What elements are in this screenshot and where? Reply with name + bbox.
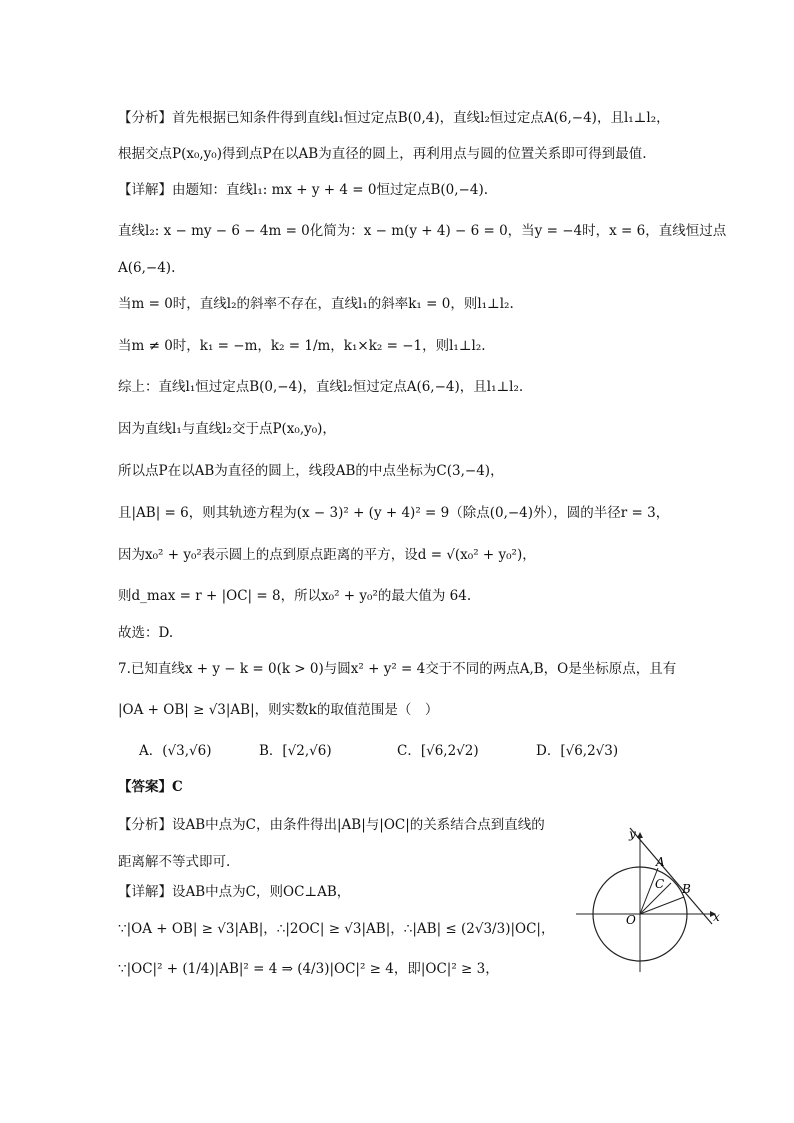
detail-2-line-3: ∵|OC|² + (1/4)|AB|² = 4 ⇒ (4/3)|OC|² ≥ 4，即|OC|² ≥ 3，	[118, 961, 499, 977]
line-4: 直线l₂: x − my − 6 − 4m = 0化简为：x − m(y + 4) − 6 = 0，当y = −4时，x = 6，直线恒过点	[118, 223, 727, 239]
circle-line-figure	[572, 826, 732, 976]
detail-2-line-1: 【详解】设AB中点为C，则OC⊥AB，	[118, 884, 351, 900]
line-10: 所以点P在以AB为直径的圆上，线段AB的中点坐标为C(3,−4)，	[118, 463, 504, 479]
line-2: 根据交点P(x₀,y₀)得到点P在以AB为直径的圆上，再利用点与圆的位置关系即可得到最值.	[118, 146, 647, 162]
segment-oa	[640, 868, 658, 914]
line-12: 因为x₀² + y₀²表示圆上的点到原点距离的平方，设d = √(x₀² + y₀²)，	[118, 547, 536, 563]
line-3: 【详解】由题知：直线l₁: mx + y + 4 = 0恒过定点B(0,−4).	[118, 182, 488, 198]
question-7-stem: 7.已知直线x + y − k = 0(k > 0)与圆x² + y² = 4交于不同的两点A,B，O是坐标原点，且有	[118, 661, 677, 677]
option-a: A．(√3,√6)	[139, 743, 212, 759]
label-y: y	[629, 827, 636, 841]
label-b: B	[682, 882, 691, 896]
line-9: 因为直线l₁与直线l₂交于点P(x₀,y₀)，	[118, 421, 336, 437]
line-14: 故选：D.	[118, 625, 174, 641]
label-o: O	[626, 913, 636, 927]
option-b: B．[√2,√6)	[259, 743, 332, 759]
question-7-condition: |OA + OB| ≥ √3|AB|，则实数k的取值范围是（ ）	[118, 702, 439, 718]
option-c: C．[√6,2√2)	[397, 743, 479, 759]
option-d: D．[√6,2√3)	[536, 743, 619, 759]
analysis-2-line-2: 距离解不等式即可.	[118, 854, 231, 870]
answer-line: 【答案】C	[118, 779, 183, 795]
line-5: A(6,−4).	[118, 260, 176, 276]
line-8: 综上：直线l₁恒过定点B(0,−4)，直线l₂恒过定点A(6,−4)，且l₁⊥l₂.	[118, 379, 524, 395]
detail-2-line-2: ∵|OA + OB| ≥ √3|AB|，∴|2OC| ≥ √3|AB|，∴|AB| ≤ (2√3/3)|OC|，	[118, 921, 555, 937]
line-11: 且|AB| = 6，则其轨迹方程为(x − 3)² + (y + 4)² = 9（除点(0,−4)外），圆的半径r = 3，	[118, 505, 670, 521]
line-1: 【分析】首先根据已知条件得到直线l₁恒过定点B(0,4)，直线l₂恒过定点A(6,−4)，且l₁⊥l₂，	[118, 110, 670, 126]
line-13: 则d_max = r + |OC| = 8，所以x₀² + y₀²的最大值为 64.	[118, 588, 472, 604]
label-a: A	[656, 855, 665, 869]
line-l	[630, 828, 712, 924]
label-c: C	[655, 877, 665, 891]
label-x: x	[713, 910, 720, 924]
analysis-2-line-1: 【分析】设AB中点为C，由条件得出|AB|与|OC|的关系结合点到直线的	[118, 817, 545, 833]
line-7: 当m ≠ 0时，k₁ = −m，k₂ = 1/m，k₁×k₂ = −1，则l₁⊥l₂.	[118, 338, 486, 354]
line-6: 当m = 0时，直线l₂的斜率不存在，直线l₁的斜率k₁ = 0，则l₁⊥l₂.	[118, 296, 514, 312]
segment-ob	[640, 897, 684, 914]
